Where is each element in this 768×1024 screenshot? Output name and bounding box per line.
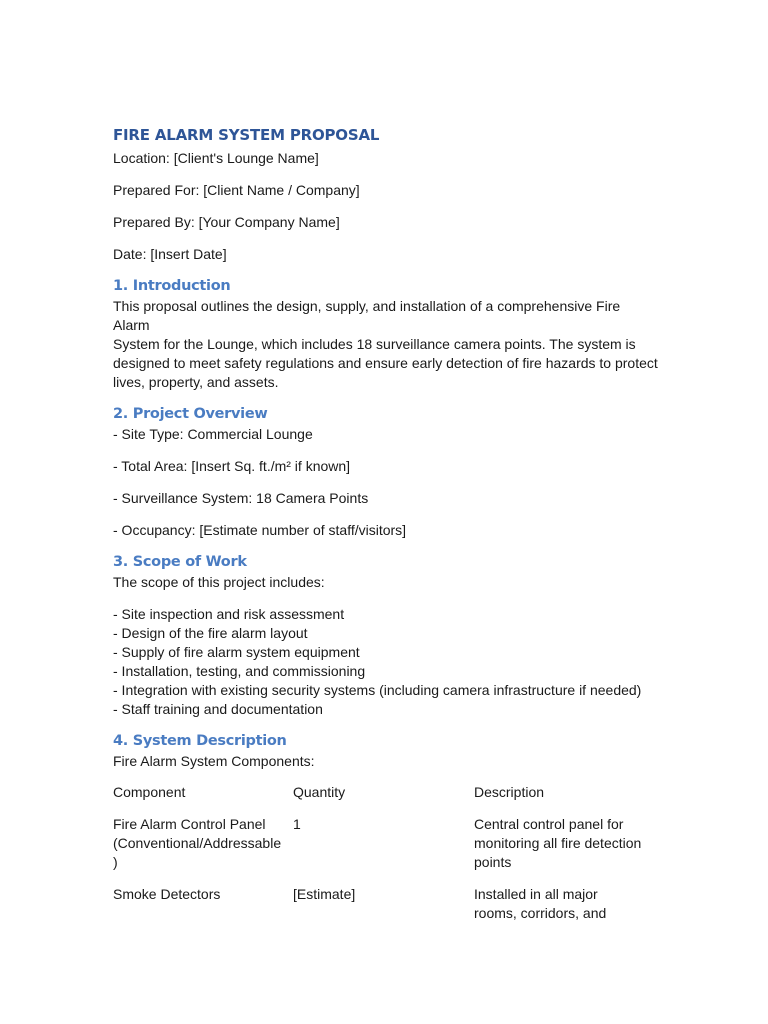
- table-header-quantity: Quantity: [293, 784, 346, 800]
- paragraph-line: lives, property, and assets.: [113, 374, 279, 390]
- scope-item: - Site inspection and risk assessment: [113, 606, 345, 622]
- scope-item: - Design of the fire alarm layout: [113, 625, 308, 641]
- table-header-row: [113, 783, 658, 802]
- table-header-description: Description: [474, 784, 545, 800]
- section-heading-introduction: 1. Introduction: [113, 278, 231, 294]
- section-heading-scope-of-work: 3. Scope of Work: [113, 554, 247, 570]
- section-heading-project-overview: 2. Project Overview: [113, 406, 268, 422]
- scope-intro: The scope of this project includes:: [113, 574, 325, 590]
- cell-line: Smoke Detectors: [113, 886, 221, 902]
- meta-location: Location: [Client's Lounge Name]: [113, 150, 319, 166]
- components-table: [113, 783, 658, 923]
- cell-line: points: [474, 854, 512, 870]
- table-cell-description: [474, 815, 658, 872]
- scope-item: - Supply of fire alarm system equipment: [113, 644, 360, 660]
- table-cell-description: [474, 885, 658, 923]
- cell-line: Central control panel for: [474, 816, 624, 832]
- overview-item: - Occupancy: [Estimate number of staff/visitors]: [113, 522, 407, 538]
- cell-line: ): [113, 854, 118, 870]
- table-header-component: Component: [113, 784, 186, 800]
- table-cell-component: [113, 885, 293, 904]
- meta-prepared-for: Prepared For: [Client Name / Company]: [113, 182, 360, 198]
- cell-line: Fire Alarm Control Panel: [113, 816, 266, 832]
- cell-line: rooms, corridors, and: [474, 905, 607, 921]
- table-row: [113, 815, 658, 872]
- cell-line: (Conventional/Addressable: [113, 835, 282, 851]
- table-cell-quantity: [Estimate]: [293, 886, 356, 902]
- paragraph-line: designed to meet safety regulations and ensure early detection of fire hazards to protect: [113, 355, 658, 371]
- scope-list: [113, 605, 658, 719]
- document-content: [113, 124, 658, 923]
- overview-item: - Surveillance System: 18 Camera Points: [113, 490, 369, 506]
- cell-line: monitoring all fire detection: [474, 835, 642, 851]
- scope-item: - Staff training and documentation: [113, 701, 323, 717]
- meta-date: Date: [Insert Date]: [113, 246, 227, 262]
- scope-item: - Integration with existing security systems (including camera infrastructure if needed): [113, 682, 642, 698]
- paragraph-line: This proposal outlines the design, supply, and installation of a comprehensive Fire Alarm: [113, 298, 621, 333]
- overview-item: - Site Type: Commercial Lounge: [113, 426, 313, 442]
- table-cell-quantity: 1: [293, 816, 301, 832]
- document-title: FIRE ALARM SYSTEM PROPOSAL: [113, 126, 380, 144]
- section-heading-system-description: 4. System Description: [113, 733, 287, 749]
- introduction-paragraph: [113, 297, 658, 392]
- table-cell-component: [113, 815, 293, 872]
- paragraph-line: System for the Lounge, which includes 18 surveillance camera points. The system is: [113, 336, 636, 352]
- scope-item: - Installation, testing, and commissioning: [113, 663, 366, 679]
- table-row: [113, 885, 658, 923]
- overview-item: - Total Area: [Insert Sq. ft./m² if known]: [113, 458, 351, 474]
- system-intro: Fire Alarm System Components:: [113, 753, 315, 769]
- cell-line: Installed in all major: [474, 886, 598, 902]
- meta-prepared-by: Prepared By: [Your Company Name]: [113, 214, 340, 230]
